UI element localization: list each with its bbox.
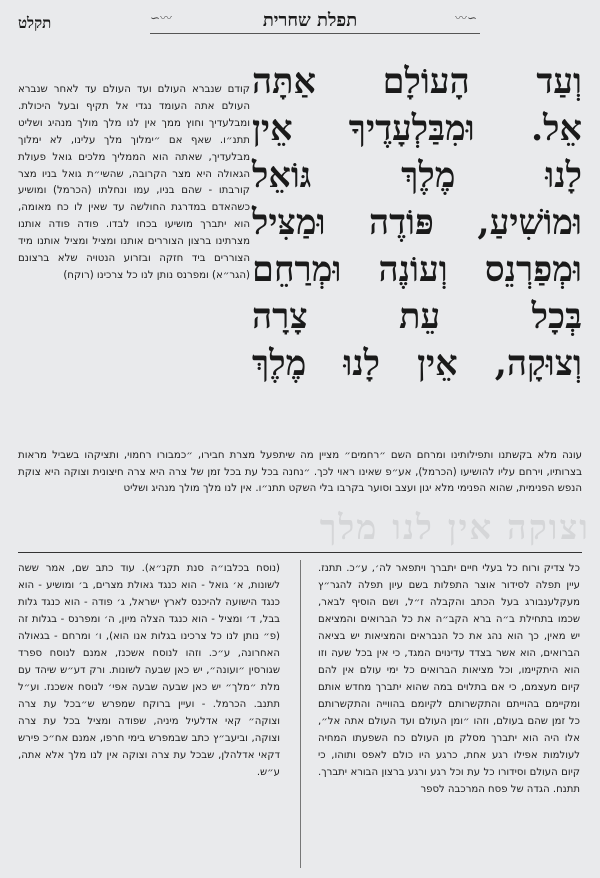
- prayer-line: וּמְפַרְנֵס וְעוֹנֶה וּמְרַחֵם: [252, 249, 582, 290]
- header-rule: [150, 33, 480, 34]
- footnote-column-right: כל צדיק ורוח כל בעלי חיים יתברך ויתפאר לה׳, ע״כ. תתנז. עיין תפלה לסידור אוצר התפלות בשם עיון תפלה להגר״ץ מעקלענבורג בעל הכתב והקבלה ז״ל, ושם הוסיף לבאר, שכמו בתחילת ב״ה ברא הקב״ה את כל הברואים והמציאם יש מאין, כך הוא נהג את כל הנבראים והמציאות יש בציאה הברואים, הוא אשר בצדד עדינוים המגד, כי אין בכל שעה וזו הוא היתקיימו, וכל מציאות הברואים כל ימי עולם אין להם קיום מעצמם, כי אם בתלוים במה שהוא יתברך מחדש אותם ומקיימם בהוייתם והתקשרותם לקיומם בהווייה והתקשרותם כל זמן שהם בעולם, וזהו ״ומן העולם ועד העולם אתה אל״, אלו היה הוא יתברך מסלק מן העולם כח השפעתו המחיה לעולמות אפילו רגע אחת, כרגע היו כולם לאפס ותוהו, כי קיום העולם וסידורו כל עת וכל רגע ורגע ברצון הבורא יתברך. תתנח. הגדה של פסח המרכבה לספר: [318, 563, 580, 795]
- ornament-left-icon: ∽〰: [150, 11, 173, 25]
- prayer-line: בְּכָל עֵת צָרָה: [252, 296, 582, 337]
- column-divider: [300, 560, 301, 868]
- side-commentary: קודם שנברא העולם ועד העולם עד לאחר שנברא העולם אתה העומד נגדי אל תקיף ובעל היכולת. ומבלעדיך וחוץ ממך אין לנו מלך מולך מנהיג ושליט תתנ״ו. שאף אם ״ימלוך מלך עלינו, לא ימלוך מבלעדיך, שאתה הוא הממליך מלכים גואל פעולת הגאולה היא מצר הקרובה, שהשי״ת גואל בניו מצר קורבתו - שהם בניו, עמו ונחלתו (הכרמל) ומושיע כשהאדם במדרגת החולשה עד שאין לו כח מאומה, הוא יתברך מושיעו בכחו לבדו. פודה פודה אותנו מצרתינו ברצון הצוררים אותנו ומציל ומציל אותנו מיד הצוררים ביד חזקה ובזרוע הנטויה שלא ברצונם (הגר״א) ומפרנס נותן לנו כל צרכינו (רוקח): [18, 84, 250, 281]
- page-title: תפלת שחרית: [262, 10, 358, 31]
- ornament-right-icon: 〰∽: [455, 11, 478, 25]
- prayer-line: וּמוֹשִׁיעַ, פּוֹדֶה וּמַצִּיל: [252, 202, 582, 243]
- main-prayer-text: [252, 58, 582, 387]
- prayer-line: אֵל. וּמִבַּלְעָדֶיךָ אֵין: [252, 108, 582, 149]
- show-through-text: וצוקה אין לנו מלך: [319, 508, 590, 548]
- page-number: תקלט: [18, 14, 52, 32]
- prayer-line: לָנוּ מֶלֶךְ גּוֹאֵל: [252, 155, 582, 196]
- mid-commentary: עונה מלא בקשתנו ותפילותינו ומרחם השם ״רחמים״ מציין מה שיתפעל מצרת חבירו, ״כמבורו רחמוי, ותציקהו בשביל מראות בצרותיו, וירחם עליו להושיעו (הכרמל), אע״פ שאינו ראוי לכך. ״נחנה בכל עת בכל זמן של צרה היא צרה חיצונית וצוקה היא צוקת הנפש הפנימית, שהוא הפנימי מלא יגון ועצב וסוער בקרבו בלי השקט תתנ״ו. אין לנו מלך מולך מנהיג ושליט: [18, 450, 582, 495]
- section-divider: [18, 552, 582, 553]
- footnote-column-left: (נוסח בכלבו״ה סנת תקנ״א). עוד כתב שם, אמר ששה לשונות, א׳ גואל - הוא כנגד גאולת מצרים, ב׳ ומושיע - הוא כנגד הישועה להיכנס לארץ ישראל, ג׳ פודה - הוא כנגד גלות בבל, ד׳ ומציל - הוא כנגד הצלה מיון, ה׳ ומפרנס - בגלות זה (פ״ נותן לנו כל צרכינו בגלות אנו הוא), ו׳ ומרחם - בגאולה האחרונה, ע״כ. וזהו לנוסח אשכנז, אמנם לנוסח ספרד שגורסין ״ועונה״, יש כאן שבעה לשונות. ורק דע״ש שיהד עם מלת ״מלך״ יש כאן שבעה שבעה אפי׳ לנוסח אשכנז. וע״ל תתנב. הכרמל. - ועיין ברוקח שמפרש ש״בכל עת צרה וצוקה״ קאי אדלעיל מיניה, שפודה ומציל בכל עת צרה וצוקה, וביעב״ץ כתב שבמפרש בימי חרפו, אמנם אח״כ פירש דקאי אדלהלן, שבכל עת צרה וצוקה אין לנו מלך אלא אתה, ע״ש.: [18, 563, 280, 778]
- prayer-line: וְעַד הָעוֹלָם אַתָּה: [252, 61, 582, 102]
- prayer-line: וְצוּקָה, אֵין לָנוּ מֶלֶךְ: [252, 343, 582, 384]
